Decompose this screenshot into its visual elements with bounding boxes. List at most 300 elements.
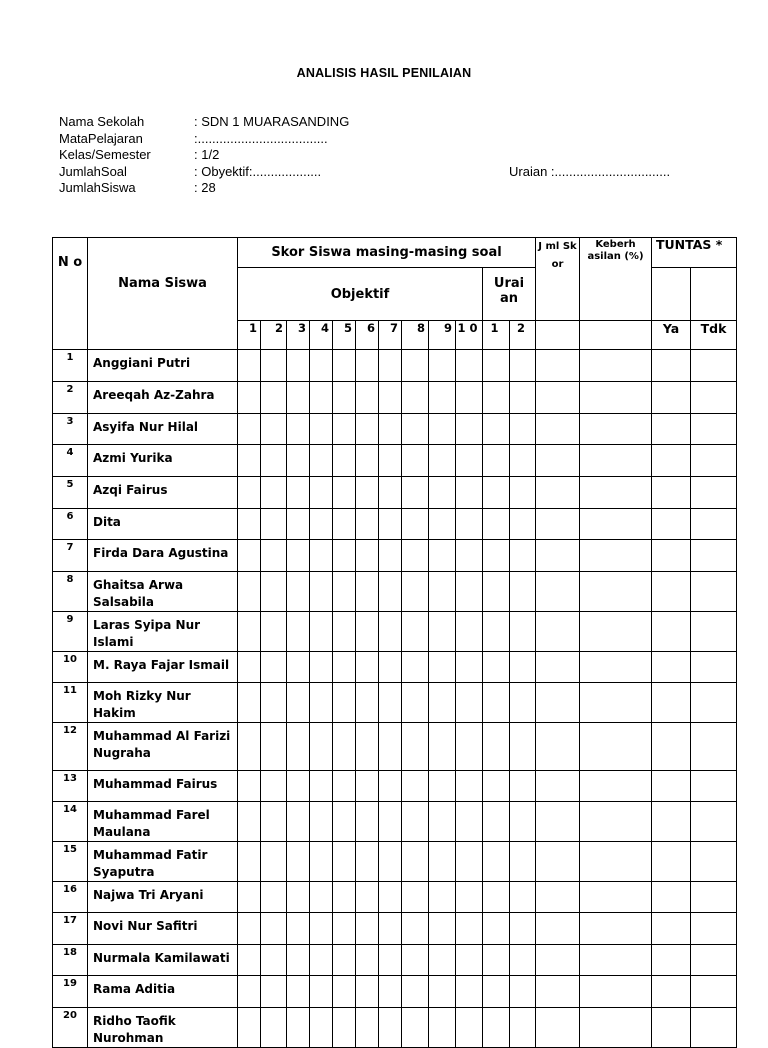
- score-cell[interactable]: [691, 1008, 737, 1048]
- score-cell[interactable]: [483, 723, 510, 771]
- score-cell[interactable]: [287, 350, 310, 382]
- score-cell[interactable]: [652, 882, 691, 913]
- score-cell[interactable]: [580, 477, 652, 509]
- score-cell[interactable]: [429, 723, 456, 771]
- score-cell[interactable]: [536, 802, 580, 842]
- score-cell[interactable]: [287, 723, 310, 771]
- score-cell[interactable]: [652, 445, 691, 477]
- score-cell[interactable]: [652, 572, 691, 612]
- score-cell[interactable]: [402, 652, 429, 683]
- score-cell[interactable]: [356, 477, 379, 509]
- score-cell[interactable]: [580, 445, 652, 477]
- score-cell[interactable]: [356, 802, 379, 842]
- score-cell[interactable]: [483, 652, 510, 683]
- score-cell[interactable]: [287, 802, 310, 842]
- score-cell[interactable]: [310, 414, 333, 445]
- score-cell[interactable]: [310, 723, 333, 771]
- score-cell[interactable]: [536, 540, 580, 572]
- score-cell[interactable]: [429, 477, 456, 509]
- score-cell[interactable]: [580, 612, 652, 652]
- score-cell[interactable]: [238, 802, 261, 842]
- score-cell[interactable]: [510, 652, 536, 683]
- score-cell[interactable]: [652, 802, 691, 842]
- score-cell[interactable]: [691, 477, 737, 509]
- score-cell[interactable]: [333, 913, 356, 945]
- score-cell[interactable]: [333, 945, 356, 976]
- score-cell[interactable]: [652, 612, 691, 652]
- score-cell[interactable]: [238, 842, 261, 882]
- score-cell[interactable]: [691, 683, 737, 723]
- score-cell[interactable]: [483, 445, 510, 477]
- score-cell[interactable]: [356, 540, 379, 572]
- score-cell[interactable]: [510, 572, 536, 612]
- score-cell[interactable]: [456, 414, 483, 445]
- score-cell[interactable]: [261, 509, 287, 540]
- score-cell[interactable]: [536, 1008, 580, 1048]
- score-cell[interactable]: [483, 802, 510, 842]
- score-cell[interactable]: [429, 572, 456, 612]
- score-cell[interactable]: [510, 445, 536, 477]
- score-cell[interactable]: [287, 382, 310, 414]
- score-cell[interactable]: [287, 683, 310, 723]
- score-cell[interactable]: [402, 477, 429, 509]
- score-cell[interactable]: [333, 1008, 356, 1048]
- score-cell[interactable]: [536, 771, 580, 802]
- score-cell[interactable]: [429, 976, 456, 1008]
- score-cell[interactable]: [483, 683, 510, 723]
- score-cell[interactable]: [456, 445, 483, 477]
- score-cell[interactable]: [333, 882, 356, 913]
- score-cell[interactable]: [510, 913, 536, 945]
- score-cell[interactable]: [456, 882, 483, 913]
- score-cell[interactable]: [580, 723, 652, 771]
- score-cell[interactable]: [483, 945, 510, 976]
- score-cell[interactable]: [238, 976, 261, 1008]
- score-cell[interactable]: [238, 350, 261, 382]
- score-cell[interactable]: [456, 683, 483, 723]
- score-cell[interactable]: [333, 540, 356, 572]
- score-cell[interactable]: [483, 509, 510, 540]
- score-cell[interactable]: [261, 612, 287, 652]
- score-cell[interactable]: [238, 882, 261, 913]
- score-cell[interactable]: [510, 802, 536, 842]
- score-cell[interactable]: [379, 842, 402, 882]
- score-cell[interactable]: [261, 913, 287, 945]
- score-cell[interactable]: [238, 509, 261, 540]
- score-cell[interactable]: [379, 723, 402, 771]
- score-cell[interactable]: [580, 842, 652, 882]
- score-cell[interactable]: [536, 350, 580, 382]
- score-cell[interactable]: [536, 913, 580, 945]
- score-cell[interactable]: [261, 842, 287, 882]
- score-cell[interactable]: [238, 477, 261, 509]
- score-cell[interactable]: [379, 509, 402, 540]
- score-cell[interactable]: [310, 945, 333, 976]
- score-cell[interactable]: [429, 945, 456, 976]
- score-cell[interactable]: [580, 976, 652, 1008]
- score-cell[interactable]: [261, 771, 287, 802]
- score-cell[interactable]: [429, 414, 456, 445]
- score-cell[interactable]: [483, 477, 510, 509]
- score-cell[interactable]: [580, 1008, 652, 1048]
- score-cell[interactable]: [238, 945, 261, 976]
- score-cell[interactable]: [261, 382, 287, 414]
- score-cell[interactable]: [652, 509, 691, 540]
- score-cell[interactable]: [691, 802, 737, 842]
- score-cell[interactable]: [261, 652, 287, 683]
- score-cell[interactable]: [429, 771, 456, 802]
- score-cell[interactable]: [536, 414, 580, 445]
- score-cell[interactable]: [429, 913, 456, 945]
- score-cell[interactable]: [333, 842, 356, 882]
- score-cell[interactable]: [310, 882, 333, 913]
- score-cell[interactable]: [429, 540, 456, 572]
- score-cell[interactable]: [456, 350, 483, 382]
- score-cell[interactable]: [379, 976, 402, 1008]
- score-cell[interactable]: [310, 913, 333, 945]
- score-cell[interactable]: [580, 802, 652, 842]
- score-cell[interactable]: [238, 540, 261, 572]
- score-cell[interactable]: [429, 445, 456, 477]
- score-cell[interactable]: [402, 842, 429, 882]
- score-cell[interactable]: [261, 1008, 287, 1048]
- score-cell[interactable]: [456, 540, 483, 572]
- score-cell[interactable]: [580, 882, 652, 913]
- score-cell[interactable]: [287, 771, 310, 802]
- score-cell[interactable]: [536, 683, 580, 723]
- score-cell[interactable]: [510, 477, 536, 509]
- score-cell[interactable]: [652, 771, 691, 802]
- score-cell[interactable]: [483, 1008, 510, 1048]
- score-cell[interactable]: [429, 802, 456, 842]
- score-cell[interactable]: [691, 612, 737, 652]
- score-cell[interactable]: [238, 572, 261, 612]
- score-cell[interactable]: [261, 540, 287, 572]
- score-cell[interactable]: [691, 913, 737, 945]
- score-cell[interactable]: [483, 771, 510, 802]
- score-cell[interactable]: [310, 350, 333, 382]
- score-cell[interactable]: [379, 771, 402, 802]
- score-cell[interactable]: [379, 1008, 402, 1048]
- score-cell[interactable]: [310, 652, 333, 683]
- score-cell[interactable]: [510, 945, 536, 976]
- score-cell[interactable]: [652, 382, 691, 414]
- score-cell[interactable]: [536, 945, 580, 976]
- score-cell[interactable]: [691, 976, 737, 1008]
- score-cell[interactable]: [379, 913, 402, 945]
- score-cell[interactable]: [402, 771, 429, 802]
- score-cell[interactable]: [580, 350, 652, 382]
- score-cell[interactable]: [402, 509, 429, 540]
- score-cell[interactable]: [483, 842, 510, 882]
- score-cell[interactable]: [261, 445, 287, 477]
- score-cell[interactable]: [261, 882, 287, 913]
- score-cell[interactable]: [333, 509, 356, 540]
- score-cell[interactable]: [510, 976, 536, 1008]
- score-cell[interactable]: [510, 683, 536, 723]
- score-cell[interactable]: [580, 913, 652, 945]
- score-cell[interactable]: [536, 572, 580, 612]
- score-cell[interactable]: [536, 477, 580, 509]
- score-cell[interactable]: [536, 445, 580, 477]
- score-cell[interactable]: [402, 382, 429, 414]
- score-cell[interactable]: [510, 882, 536, 913]
- score-cell[interactable]: [333, 612, 356, 652]
- score-cell[interactable]: [429, 1008, 456, 1048]
- score-cell[interactable]: [287, 509, 310, 540]
- score-cell[interactable]: [310, 445, 333, 477]
- score-cell[interactable]: [310, 802, 333, 842]
- score-cell[interactable]: [379, 445, 402, 477]
- score-cell[interactable]: [287, 445, 310, 477]
- score-cell[interactable]: [510, 771, 536, 802]
- score-cell[interactable]: [333, 350, 356, 382]
- score-cell[interactable]: [356, 572, 379, 612]
- score-cell[interactable]: [402, 802, 429, 842]
- score-cell[interactable]: [261, 477, 287, 509]
- score-cell[interactable]: [456, 477, 483, 509]
- score-cell[interactable]: [536, 612, 580, 652]
- score-cell[interactable]: [356, 683, 379, 723]
- score-cell[interactable]: [356, 913, 379, 945]
- score-cell[interactable]: [652, 976, 691, 1008]
- score-cell[interactable]: [379, 382, 402, 414]
- score-cell[interactable]: [691, 445, 737, 477]
- score-cell[interactable]: [333, 771, 356, 802]
- score-cell[interactable]: [287, 540, 310, 572]
- score-cell[interactable]: [456, 723, 483, 771]
- score-cell[interactable]: [287, 477, 310, 509]
- score-cell[interactable]: [261, 683, 287, 723]
- score-cell[interactable]: [379, 350, 402, 382]
- score-cell[interactable]: [356, 1008, 379, 1048]
- score-cell[interactable]: [429, 382, 456, 414]
- score-cell[interactable]: [510, 612, 536, 652]
- score-cell[interactable]: [483, 540, 510, 572]
- score-cell[interactable]: [652, 414, 691, 445]
- score-cell[interactable]: [483, 913, 510, 945]
- score-cell[interactable]: [510, 382, 536, 414]
- score-cell[interactable]: [402, 350, 429, 382]
- score-cell[interactable]: [356, 723, 379, 771]
- score-cell[interactable]: [310, 477, 333, 509]
- score-cell[interactable]: [652, 913, 691, 945]
- score-cell[interactable]: [333, 976, 356, 1008]
- score-cell[interactable]: [580, 572, 652, 612]
- score-cell[interactable]: [456, 913, 483, 945]
- score-cell[interactable]: [483, 882, 510, 913]
- score-cell[interactable]: [456, 572, 483, 612]
- score-cell[interactable]: [238, 683, 261, 723]
- score-cell[interactable]: [238, 913, 261, 945]
- score-cell[interactable]: [536, 842, 580, 882]
- score-cell[interactable]: [652, 350, 691, 382]
- score-cell[interactable]: [379, 414, 402, 445]
- score-cell[interactable]: [456, 976, 483, 1008]
- score-cell[interactable]: [333, 723, 356, 771]
- score-cell[interactable]: [429, 612, 456, 652]
- score-cell[interactable]: [261, 572, 287, 612]
- score-cell[interactable]: [333, 382, 356, 414]
- score-cell[interactable]: [580, 771, 652, 802]
- score-cell[interactable]: [536, 976, 580, 1008]
- score-cell[interactable]: [238, 723, 261, 771]
- score-cell[interactable]: [379, 572, 402, 612]
- score-cell[interactable]: [379, 802, 402, 842]
- score-cell[interactable]: [580, 509, 652, 540]
- score-cell[interactable]: [261, 945, 287, 976]
- score-cell[interactable]: [483, 382, 510, 414]
- score-cell[interactable]: [652, 842, 691, 882]
- score-cell[interactable]: [310, 509, 333, 540]
- score-cell[interactable]: [356, 382, 379, 414]
- score-cell[interactable]: [238, 445, 261, 477]
- score-cell[interactable]: [310, 771, 333, 802]
- score-cell[interactable]: [580, 540, 652, 572]
- score-cell[interactable]: [429, 652, 456, 683]
- score-cell[interactable]: [356, 612, 379, 652]
- score-cell[interactable]: [652, 652, 691, 683]
- score-cell[interactable]: [510, 414, 536, 445]
- score-cell[interactable]: [456, 842, 483, 882]
- score-cell[interactable]: [691, 723, 737, 771]
- score-cell[interactable]: [356, 445, 379, 477]
- score-cell[interactable]: [456, 945, 483, 976]
- score-cell[interactable]: [379, 945, 402, 976]
- score-cell[interactable]: [483, 414, 510, 445]
- score-cell[interactable]: [536, 723, 580, 771]
- score-cell[interactable]: [310, 572, 333, 612]
- score-cell[interactable]: [379, 477, 402, 509]
- score-cell[interactable]: [483, 572, 510, 612]
- score-cell[interactable]: [402, 945, 429, 976]
- score-cell[interactable]: [333, 802, 356, 842]
- score-cell[interactable]: [456, 652, 483, 683]
- score-cell[interactable]: [402, 445, 429, 477]
- score-cell[interactable]: [333, 414, 356, 445]
- score-cell[interactable]: [429, 842, 456, 882]
- score-cell[interactable]: [580, 652, 652, 683]
- score-cell[interactable]: [287, 414, 310, 445]
- score-cell[interactable]: [536, 652, 580, 683]
- score-cell[interactable]: [379, 683, 402, 723]
- score-cell[interactable]: [510, 350, 536, 382]
- score-cell[interactable]: [691, 572, 737, 612]
- score-cell[interactable]: [238, 414, 261, 445]
- score-cell[interactable]: [238, 771, 261, 802]
- score-cell[interactable]: [510, 723, 536, 771]
- score-cell[interactable]: [261, 976, 287, 1008]
- score-cell[interactable]: [333, 445, 356, 477]
- score-cell[interactable]: [310, 683, 333, 723]
- score-cell[interactable]: [356, 414, 379, 445]
- score-cell[interactable]: [310, 976, 333, 1008]
- score-cell[interactable]: [333, 683, 356, 723]
- score-cell[interactable]: [333, 652, 356, 683]
- score-cell[interactable]: [356, 976, 379, 1008]
- score-cell[interactable]: [287, 1008, 310, 1048]
- score-cell[interactable]: [310, 842, 333, 882]
- score-cell[interactable]: [691, 540, 737, 572]
- score-cell[interactable]: [287, 612, 310, 652]
- score-cell[interactable]: [536, 382, 580, 414]
- score-cell[interactable]: [287, 976, 310, 1008]
- score-cell[interactable]: [287, 945, 310, 976]
- score-cell[interactable]: [652, 540, 691, 572]
- score-cell[interactable]: [333, 477, 356, 509]
- score-cell[interactable]: [402, 1008, 429, 1048]
- score-cell[interactable]: [356, 842, 379, 882]
- score-cell[interactable]: [456, 382, 483, 414]
- score-cell[interactable]: [691, 652, 737, 683]
- score-cell[interactable]: [356, 945, 379, 976]
- score-cell[interactable]: [379, 882, 402, 913]
- score-cell[interactable]: [287, 652, 310, 683]
- score-cell[interactable]: [261, 802, 287, 842]
- score-cell[interactable]: [456, 612, 483, 652]
- score-cell[interactable]: [580, 945, 652, 976]
- score-cell[interactable]: [402, 572, 429, 612]
- score-cell[interactable]: [456, 1008, 483, 1048]
- score-cell[interactable]: [333, 572, 356, 612]
- score-cell[interactable]: [310, 612, 333, 652]
- score-cell[interactable]: [287, 882, 310, 913]
- score-cell[interactable]: [429, 509, 456, 540]
- score-cell[interactable]: [356, 652, 379, 683]
- score-cell[interactable]: [287, 842, 310, 882]
- score-cell[interactable]: [379, 540, 402, 572]
- score-cell[interactable]: [510, 1008, 536, 1048]
- score-cell[interactable]: [261, 414, 287, 445]
- score-cell[interactable]: [238, 612, 261, 652]
- score-cell[interactable]: [652, 683, 691, 723]
- score-cell[interactable]: [580, 683, 652, 723]
- score-cell[interactable]: [691, 509, 737, 540]
- score-cell[interactable]: [402, 612, 429, 652]
- score-cell[interactable]: [510, 842, 536, 882]
- score-cell[interactable]: [379, 612, 402, 652]
- score-cell[interactable]: [310, 540, 333, 572]
- score-cell[interactable]: [691, 842, 737, 882]
- score-cell[interactable]: [238, 652, 261, 683]
- score-cell[interactable]: [456, 802, 483, 842]
- score-cell[interactable]: [261, 723, 287, 771]
- score-cell[interactable]: [691, 382, 737, 414]
- score-cell[interactable]: [238, 382, 261, 414]
- score-cell[interactable]: [536, 882, 580, 913]
- score-cell[interactable]: [483, 350, 510, 382]
- score-cell[interactable]: [402, 723, 429, 771]
- score-cell[interactable]: [356, 771, 379, 802]
- score-cell[interactable]: [652, 723, 691, 771]
- score-cell[interactable]: [483, 976, 510, 1008]
- score-cell[interactable]: [456, 509, 483, 540]
- score-cell[interactable]: [356, 509, 379, 540]
- score-cell[interactable]: [691, 882, 737, 913]
- score-cell[interactable]: [691, 771, 737, 802]
- score-cell[interactable]: [510, 509, 536, 540]
- score-cell[interactable]: [456, 771, 483, 802]
- score-cell[interactable]: [402, 683, 429, 723]
- score-cell[interactable]: [402, 540, 429, 572]
- score-cell[interactable]: [402, 913, 429, 945]
- score-cell[interactable]: [287, 913, 310, 945]
- score-cell[interactable]: [510, 540, 536, 572]
- score-cell[interactable]: [652, 1008, 691, 1048]
- score-cell[interactable]: [429, 350, 456, 382]
- score-cell[interactable]: [652, 945, 691, 976]
- score-cell[interactable]: [580, 382, 652, 414]
